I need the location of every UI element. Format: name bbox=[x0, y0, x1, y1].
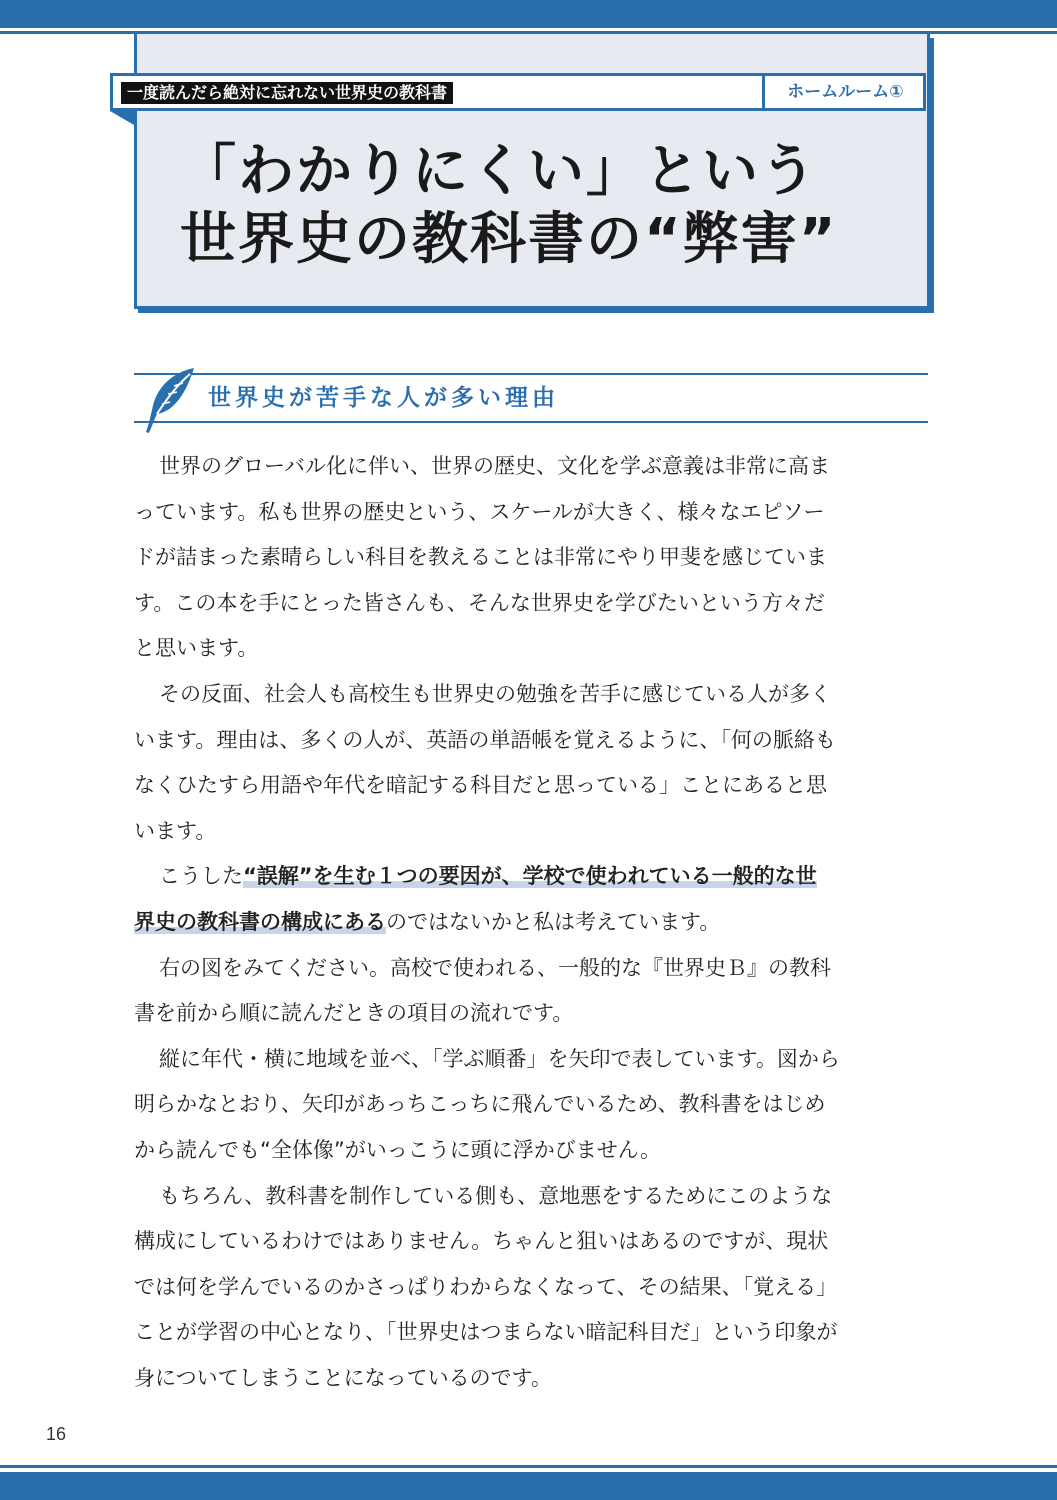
text-line: なくひたすら用語や年代を暗記する科目だと思っている」ことにあると思 bbox=[134, 773, 827, 798]
text-line: っています。私も世界の歴史という、スケールが大きく、様々なエピソー bbox=[134, 499, 825, 524]
section-rule-top bbox=[134, 373, 928, 375]
text-line: 書を前から順に読んだときの項目の流れです。 bbox=[134, 1001, 574, 1026]
header-band-fold bbox=[110, 111, 134, 125]
page-number: 16 bbox=[46, 1424, 67, 1444]
text-line: から読んでも“全体像”がいっこうに頭に浮かびません。 bbox=[134, 1137, 662, 1162]
section-tag: ホームルーム① bbox=[787, 82, 904, 102]
page-title bbox=[180, 138, 910, 274]
text-line: と思います。 bbox=[134, 636, 259, 661]
text-line: 構成にしているわけではありません。ちゃんと狙いはあるのですが、現状 bbox=[134, 1229, 829, 1254]
text-line: 縦に年代・横に地域を並べ、「学ぶ順番」を矢印で表しています。図から bbox=[159, 1046, 840, 1071]
text-line: その反面、社会人も高校生も世界史の勉強を苦手に感じている人が多く bbox=[159, 681, 831, 706]
text-segment: こうした bbox=[159, 864, 243, 889]
highlighted-text: 界史の教科書の構成にある bbox=[134, 909, 386, 934]
quill-pen-icon bbox=[140, 366, 198, 436]
bottom-border-line bbox=[0, 1465, 1057, 1468]
book-title-label: 一度読んだら絶対に忘れない世界史の教科書 bbox=[121, 82, 453, 104]
text-line bbox=[134, 900, 934, 946]
section-heading: 世界史が苦手な人が多い理由 bbox=[208, 385, 559, 411]
top-border-bar bbox=[0, 0, 1057, 28]
text-segment: のではないかと私は考えています。 bbox=[386, 909, 721, 934]
bottom-border-bar bbox=[0, 1472, 1057, 1500]
text-line: ドが詰まった素晴らしい科目を教えることは非常にやり甲斐を感じていま bbox=[134, 545, 827, 570]
text-line: ことが学習の中心となり、「世界史はつまらない暗記科目だ」という印象が bbox=[134, 1320, 838, 1345]
body-text bbox=[134, 444, 934, 1401]
text-line: 右の図をみてください。高校で使われる、一般的な『世界史Ｂ』の教科 bbox=[159, 955, 831, 980]
text-line: す。この本を手にとった皆さんも、そんな世界史を学びたいという方々だ bbox=[134, 590, 825, 615]
section-rule-bottom bbox=[134, 421, 928, 423]
page-title-line-2: 世界史の教科書の“弊害” bbox=[180, 207, 838, 272]
text-line: います。理由は、多くの人が、英語の単語帳を覚えるように、「何の脈絡も bbox=[134, 727, 836, 752]
text-line: もちろん、教科書を制作している側も、意地悪をするためにこのような bbox=[159, 1183, 833, 1208]
page-title-line-1: 「わかりにくい」という bbox=[180, 139, 818, 204]
highlighted-text: “誤解”を生む１つの要因が、学校で使われている一般的な世 bbox=[243, 864, 817, 889]
text-line: 身についてしまうことになっているのです。 bbox=[134, 1365, 552, 1390]
text-line: います。 bbox=[134, 818, 217, 843]
text-line: では何を学んでいるのかさっぱりわからなくなって、その結果、「覚える」 bbox=[134, 1274, 838, 1299]
text-line: 世界のグローバル化に伴い、世界の歴史、文化を学ぶ意義は非常に高ま bbox=[159, 454, 830, 478]
text-line: 明らかなとおり、矢印があっちこっちに飛んでいるため、教科書をはじめ bbox=[134, 1092, 826, 1117]
text-line bbox=[134, 854, 934, 900]
